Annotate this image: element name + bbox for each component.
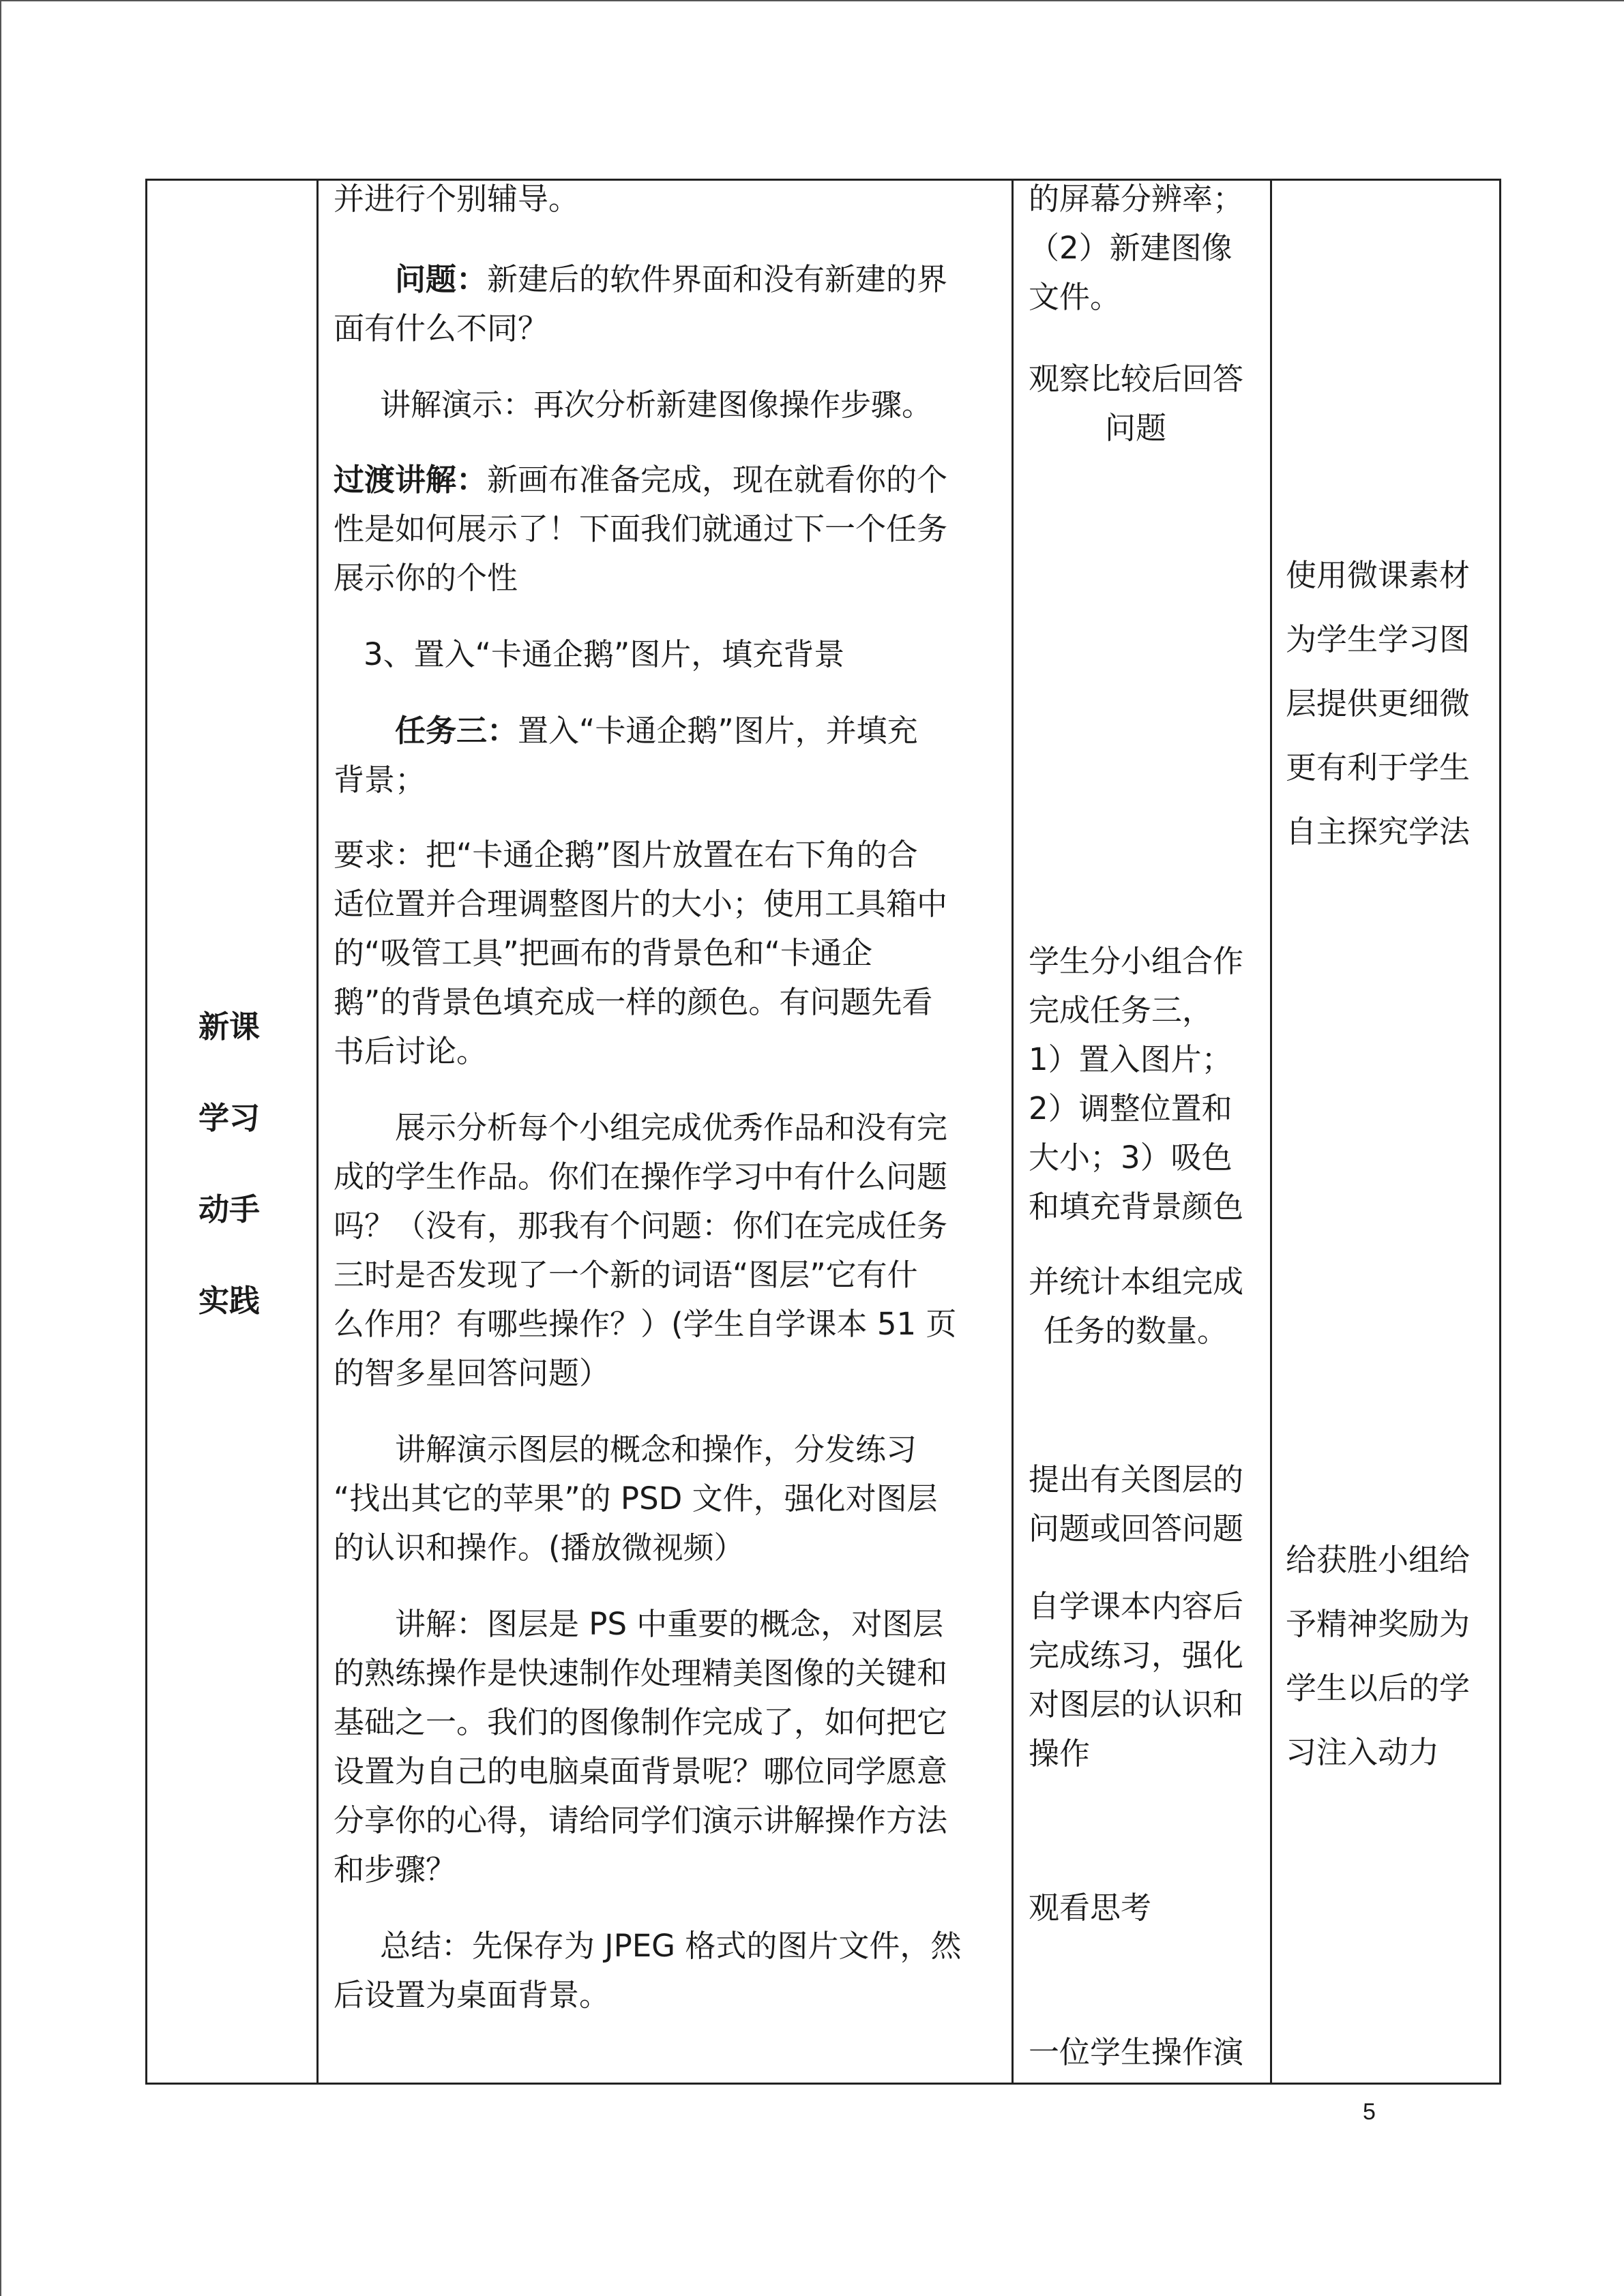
student-line: （2）新建图像 bbox=[1029, 230, 1232, 266]
requirement-line: 书后讨论。 bbox=[334, 1033, 488, 1069]
question-label: 问题： bbox=[395, 261, 488, 297]
teacher-activity-cell bbox=[319, 179, 1012, 2085]
layer-demo-line: 的认识和操作。(播放微视频） bbox=[334, 1530, 745, 1566]
teacher-paragraph: 并进行个别辅导。 bbox=[334, 181, 580, 217]
requirement-line: 的“吸管工具”把画布的背景色和“卡通企 bbox=[334, 935, 872, 971]
question-text: 新建后的软件界面和没有新建的界 bbox=[487, 261, 948, 297]
student-line: 观察比较后回答 bbox=[1029, 361, 1244, 397]
showcase-line: 展示分析每个小组完成优秀作品和没有完 bbox=[395, 1109, 948, 1146]
explanation-line: 讲解：图层是 PS 中重要的概念，对图层 bbox=[395, 1606, 944, 1642]
teacher-paragraph bbox=[334, 456, 947, 505]
student-line: 提出有关图层的 bbox=[1029, 1461, 1244, 1497]
student-line: 观看思考 bbox=[1029, 1890, 1152, 1926]
explanation-line: 基础之一。我们的图像制作完成了，如何把它 bbox=[334, 1704, 948, 1740]
summary-line: 总结：先保存为 JPEG 格式的图片文件，然 bbox=[380, 1928, 962, 1964]
requirement-line: 鹅”的背景色填充成一样的颜色。有问题先看 bbox=[334, 984, 933, 1020]
section-label-line: 实践 bbox=[198, 1283, 261, 1319]
student-line: 和填充背景颜色 bbox=[1029, 1189, 1244, 1225]
teacher-paragraph-cont: 性是如何展示了！下面我们就通过下一个任务 bbox=[334, 511, 948, 547]
design-line: 使用微课素材 bbox=[1286, 557, 1471, 593]
showcase-line: 的智多星回答问题） bbox=[334, 1355, 610, 1391]
student-line: 对图层的认识和 bbox=[1029, 1686, 1244, 1723]
teacher-paragraph bbox=[395, 706, 918, 756]
teacher-paragraph-cont: 展示你的个性 bbox=[334, 560, 518, 596]
student-line: 问题 bbox=[1105, 410, 1167, 446]
section-label-line: 动手 bbox=[198, 1191, 261, 1227]
section-label-line: 学习 bbox=[198, 1100, 261, 1136]
design-line: 自主探究学法 bbox=[1286, 814, 1471, 850]
showcase-line: 么作用？有哪些操作？）(学生自学课本 51 页 bbox=[334, 1306, 957, 1342]
student-line: 1）置入图片； bbox=[1029, 1041, 1232, 1077]
student-line: 完成任务三， bbox=[1029, 992, 1213, 1028]
task-label: 任务三： bbox=[395, 713, 518, 749]
requirement-line: 适位置并合理调整图片的大小；使用工具箱中 bbox=[334, 886, 948, 922]
transition-text: 新画布准备完成，现在就看你的个 bbox=[487, 462, 948, 498]
student-line: 自学课本内容后 bbox=[1029, 1588, 1244, 1624]
design-line: 给获胜小组给 bbox=[1286, 1542, 1471, 1578]
student-line: 的屏幕分辨率； bbox=[1029, 181, 1244, 217]
design-line: 为学生学习图 bbox=[1286, 621, 1471, 657]
design-line: 予精神奖励为 bbox=[1286, 1606, 1471, 1642]
summary-line: 后设置为桌面背景。 bbox=[334, 1977, 610, 2013]
student-line: 文件。 bbox=[1029, 279, 1121, 315]
student-activity-cell bbox=[1014, 179, 1270, 2085]
student-line: 大小；3）吸色 bbox=[1029, 1139, 1232, 1176]
explanation-line: 分享你的心得，请给同学们演示讲解操作方法 bbox=[334, 1802, 948, 1838]
design-intent-cell bbox=[1272, 179, 1499, 2085]
showcase-line: 三时是否发现了一个新的词语“图层”它有什 bbox=[334, 1257, 918, 1293]
design-line: 习注入动力 bbox=[1286, 1734, 1440, 1770]
explanation-line: 设置为自己的电脑桌面背景呢？哪位同学愿意 bbox=[334, 1753, 948, 1789]
design-line: 学生以后的学 bbox=[1286, 1670, 1471, 1706]
student-line: 完成练习，强化 bbox=[1029, 1637, 1244, 1673]
lesson-plan-table bbox=[145, 179, 1501, 2085]
student-line: 操作 bbox=[1029, 1735, 1091, 1772]
teacher-paragraph bbox=[395, 255, 947, 304]
layer-demo-line: 讲解演示图层的概念和操作，分发练习 bbox=[395, 1431, 917, 1467]
explanation-line: 和步骤？ bbox=[334, 1851, 457, 1888]
student-line: 并统计本组完成 bbox=[1029, 1264, 1244, 1300]
section-label-cell bbox=[145, 179, 319, 2085]
showcase-line: 成的学生作品。你们在操作学习中有什么问题 bbox=[334, 1159, 948, 1195]
page-number: 5 bbox=[1363, 2099, 1376, 2125]
student-line: 问题或回答问题 bbox=[1029, 1510, 1244, 1547]
task-text: 置入“卡通企鹅”图片，并填充 bbox=[518, 713, 918, 749]
requirement-line: 要求：把“卡通企鹅”图片放置在右下角的合 bbox=[334, 837, 918, 873]
transition-label: 过渡讲解： bbox=[334, 462, 488, 498]
showcase-line: 吗？（没有，那我有个问题：你们在完成任务 bbox=[334, 1208, 948, 1244]
teacher-paragraph-cont: 面有什么不同？ bbox=[334, 310, 549, 346]
layer-demo-line: “找出其它的苹果”的 PSD 文件，强化对图层 bbox=[334, 1480, 938, 1517]
step-heading: 3、置入“卡通企鹅”图片，填充背景 bbox=[364, 636, 845, 672]
design-line: 更有利于学生 bbox=[1286, 749, 1471, 786]
student-line: 2）调整位置和 bbox=[1029, 1090, 1232, 1127]
teacher-paragraph: 讲解演示：再次分析新建图像操作步骤。 bbox=[380, 387, 933, 423]
teacher-paragraph-cont: 背景； bbox=[334, 762, 426, 798]
design-line: 层提供更细微 bbox=[1286, 685, 1471, 721]
student-line: 一位学生操作演 bbox=[1029, 2034, 1244, 2070]
explanation-line: 的熟练操作是快速制作处理精美图像的关键和 bbox=[334, 1655, 948, 1691]
student-line: 任务的数量。 bbox=[1044, 1313, 1228, 1349]
table-right-border bbox=[1499, 179, 1501, 2085]
section-label-line: 新课 bbox=[198, 1009, 261, 1045]
student-line: 学生分小组合作 bbox=[1029, 943, 1244, 979]
